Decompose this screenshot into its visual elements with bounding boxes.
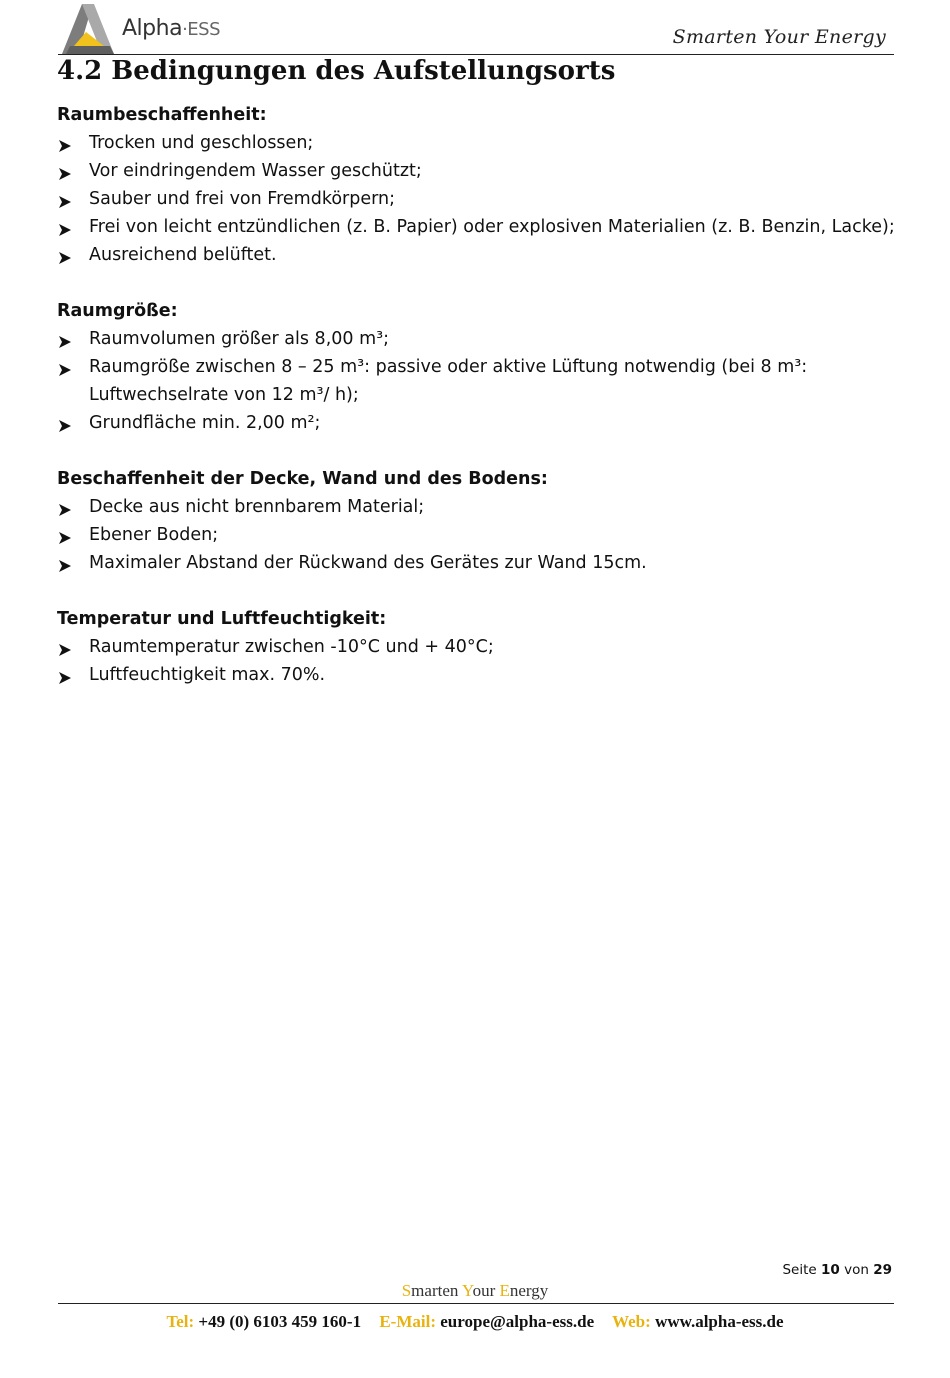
footer-phone: +49 (0) 6103 459 160-1	[198, 1312, 362, 1331]
footer-divider	[58, 1303, 894, 1304]
list-item	[57, 241, 897, 269]
footer-email[interactable]: europe@alpha-ess.de	[440, 1312, 595, 1331]
list-item-text: Raumtemperatur zwischen -10°C und + 40°C;	[89, 637, 494, 657]
header-divider	[58, 54, 894, 55]
section-spacer	[57, 577, 897, 605]
section-title: Raumgröße:	[57, 301, 178, 321]
list-item	[57, 633, 897, 661]
arrow-bullet-icon	[57, 667, 73, 683]
list-item	[57, 353, 897, 409]
list-item-text: Maximaler Abstand der Rückwand des Gerätes zur Wand 15cm.	[89, 553, 647, 573]
list-item	[57, 493, 897, 521]
arrow-bullet-icon	[57, 415, 73, 431]
list-item-text: Trocken und geschlossen;	[89, 133, 314, 153]
arrow-bullet-icon	[57, 359, 73, 375]
bullet-list	[57, 633, 897, 689]
page-title: 4.2 Bedingungen des Aufstellungsorts	[57, 56, 616, 86]
list-item-text: Decke aus nicht brennbarem Material;	[89, 497, 425, 517]
logo-mark-icon	[62, 2, 122, 56]
footer-website[interactable]: www.alpha-ess.de	[655, 1312, 784, 1331]
list-item	[57, 325, 897, 353]
list-item	[57, 661, 897, 689]
arrow-bullet-icon	[57, 639, 73, 655]
arrow-bullet-icon	[57, 499, 73, 515]
list-item	[57, 213, 897, 241]
bullet-list	[57, 493, 897, 577]
arrow-bullet-icon	[57, 163, 73, 179]
section-title: Temperatur und Luftfeuchtigkeit:	[57, 609, 387, 629]
arrow-bullet-icon	[57, 191, 73, 207]
header-slogan: Smarten Your Energy	[672, 26, 886, 48]
list-item-text: Raumvolumen größer als 8,00 m³;	[89, 329, 390, 349]
company-logo	[62, 2, 222, 56]
section-spacer	[57, 437, 897, 465]
list-item-text: Vor eindringendem Wasser geschützt;	[89, 161, 422, 181]
list-item-text: Raumgröße zwischen 8 – 25 m³: passive oder aktive Lüftung notwendig (bei 8 m³: Luftwechselrate von 12 m³/ h);	[89, 357, 808, 405]
list-item	[57, 129, 897, 157]
list-item	[57, 549, 897, 577]
list-item-text: Luftfeuchtigkeit max. 70%.	[89, 665, 326, 685]
list-item	[57, 185, 897, 213]
list-item	[57, 157, 897, 185]
arrow-bullet-icon	[57, 331, 73, 347]
main-content	[57, 101, 897, 689]
page-number: Seite 10 von 29	[782, 1262, 892, 1278]
list-item	[57, 521, 897, 549]
section-title: Beschaffenheit der Decke, Wand und des Bodens:	[57, 469, 548, 489]
arrow-bullet-icon	[57, 527, 73, 543]
arrow-bullet-icon	[57, 555, 73, 571]
arrow-bullet-icon	[57, 219, 73, 235]
footer-contact: Tel: +49 (0) 6103 459 160-1 E-Mail: europe@alpha-ess.de Web: www.alpha-ess.de	[166, 1312, 784, 1331]
footer-slogan: Smarten Your Energy	[401, 1281, 549, 1300]
arrow-bullet-icon	[57, 135, 73, 151]
section-title: Raumbeschaffenheit:	[57, 105, 267, 125]
bullet-list	[57, 129, 897, 269]
list-item-text: Sauber und frei von Fremdkörpern;	[89, 189, 395, 209]
list-item	[57, 409, 897, 437]
list-item-text: Ausreichend belüftet.	[89, 245, 277, 265]
bullet-list	[57, 325, 897, 437]
section-spacer	[57, 269, 897, 297]
list-item-text: Ebener Boden;	[89, 525, 219, 545]
list-item-text: Frei von leicht entzündlichen (z. B. Papier) oder explosiven Materialien (z. B. Benzin, Lacke);	[89, 217, 895, 237]
logo-wordmark: Alpha·ESS	[122, 16, 221, 41]
list-item-text: Grundfläche min. 2,00 m²;	[89, 413, 321, 433]
arrow-bullet-icon	[57, 247, 73, 263]
